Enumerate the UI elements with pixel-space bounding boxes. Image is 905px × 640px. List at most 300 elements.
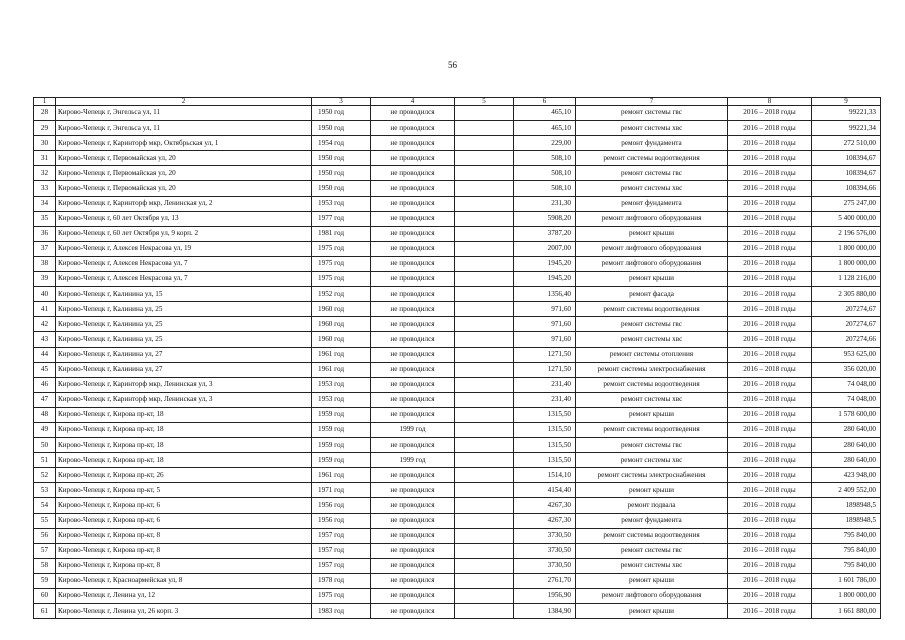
cost-cell: 108394,67 [812, 151, 881, 166]
row-number-cell: 43 [34, 332, 56, 347]
address-cell: Кирово-Чепецк г, Первомайская ул, 20 [56, 181, 312, 196]
build-year-cell: 1981 год [312, 226, 371, 241]
build-year-cell: 1975 год [312, 272, 371, 287]
row-number-cell: 48 [34, 407, 56, 422]
area-cell: 1315,50 [514, 438, 576, 453]
build-year-cell: 1961 год [312, 468, 371, 483]
area-cell: 231,40 [514, 377, 576, 392]
address-cell: Кирово-Чепецк г, Кирова пр-кт, 6 [56, 513, 312, 528]
address-cell: Кирово-Чепецк г, Кирова пр-кт, 5 [56, 483, 312, 498]
empty-cell-cell [455, 392, 514, 407]
column-number-row [34, 98, 881, 106]
cost-cell: 280 640,00 [812, 453, 881, 468]
last-repair-year-cell: 1999 год [371, 422, 455, 437]
address-cell: Кирово-Чепецк г, Калинина ул, 27 [56, 347, 312, 362]
area-cell: 2007,00 [514, 241, 576, 256]
work-type-cell: ремонт системы водоотведения [576, 151, 728, 166]
address-cell: Кирово-Чепецк г, Кирова пр-кт, 6 [56, 498, 312, 513]
build-year-cell: 1961 год [312, 362, 371, 377]
cost-cell: 1 800 000,00 [812, 256, 881, 271]
address-cell: Кирово-Чепецк г, Кирова пр-кт, 8 [56, 558, 312, 573]
row-number-cell: 54 [34, 498, 56, 513]
row-number-cell: 51 [34, 453, 56, 468]
build-year-cell: 1957 год [312, 543, 371, 558]
column-header: 8 [728, 98, 812, 106]
table-row [34, 151, 881, 166]
address-cell: Кирово-Чепецк г, Кирова пр-кт, 8 [56, 543, 312, 558]
period-cell: 2016 – 2018 годы [728, 317, 812, 332]
area-cell: 3730,50 [514, 558, 576, 573]
empty-cell-cell [455, 136, 514, 151]
build-year-cell: 1956 год [312, 498, 371, 513]
address-cell: Кирово-Чепецк г, Кирова пр-кт, 8 [56, 528, 312, 543]
address-cell: Кирово-Чепецк г, Калинина ул, 25 [56, 332, 312, 347]
work-type-cell: ремонт фундамента [576, 136, 728, 151]
build-year-cell: 1960 год [312, 332, 371, 347]
build-year-cell: 1959 год [312, 438, 371, 453]
work-type-cell: ремонт системы гвс [576, 166, 728, 181]
row-number-cell: 44 [34, 347, 56, 362]
row-number-cell: 52 [34, 468, 56, 483]
address-cell: Кирово-Чепецк г, Кирова пр-кт, 18 [56, 453, 312, 468]
last-repair-year-cell: не проводился [371, 483, 455, 498]
period-cell: 2016 – 2018 годы [728, 438, 812, 453]
last-repair-year-cell: не проводился [371, 589, 455, 604]
build-year-cell: 1975 год [312, 241, 371, 256]
table-row [34, 573, 881, 588]
area-cell: 1514,10 [514, 468, 576, 483]
last-repair-year-cell: не проводился [371, 528, 455, 543]
area-cell: 508,10 [514, 151, 576, 166]
work-type-cell: ремонт системы хвс [576, 558, 728, 573]
area-cell: 508,10 [514, 181, 576, 196]
work-type-cell: ремонт лифтового оборудования [576, 241, 728, 256]
cost-cell: 5 400 000,00 [812, 211, 881, 226]
work-type-cell: ремонт крыши [576, 226, 728, 241]
last-repair-year-cell: не проводился [371, 106, 455, 121]
last-repair-year-cell: не проводился [371, 181, 455, 196]
work-type-cell: ремонт крыши [576, 604, 728, 619]
area-cell: 2761,70 [514, 573, 576, 588]
empty-cell-cell [455, 513, 514, 528]
work-type-cell: ремонт системы хвс [576, 332, 728, 347]
period-cell: 2016 – 2018 годы [728, 332, 812, 347]
work-type-cell: ремонт системы отопления [576, 347, 728, 362]
last-repair-year-cell: не проводился [371, 256, 455, 271]
build-year-cell: 1952 год [312, 287, 371, 302]
row-number-cell: 47 [34, 392, 56, 407]
address-cell: Кирово-Чепецк г, Кирова пр-кт, 18 [56, 422, 312, 437]
cost-cell: 207274,66 [812, 332, 881, 347]
build-year-cell: 1959 год [312, 422, 371, 437]
table-row [34, 422, 881, 437]
cost-cell: 953 625,00 [812, 347, 881, 362]
empty-cell-cell [455, 558, 514, 573]
period-cell: 2016 – 2018 годы [728, 453, 812, 468]
build-year-cell: 1950 год [312, 106, 371, 121]
last-repair-year-cell: не проводился [371, 362, 455, 377]
area-cell: 971,60 [514, 332, 576, 347]
address-cell: Кирово-Чепецк г, Кирова пр-кт, 18 [56, 438, 312, 453]
period-cell: 2016 – 2018 годы [728, 573, 812, 588]
cost-cell: 1 800 000,00 [812, 241, 881, 256]
build-year-cell: 1957 год [312, 528, 371, 543]
area-cell: 1384,90 [514, 604, 576, 619]
period-cell: 2016 – 2018 годы [728, 287, 812, 302]
area-cell: 1315,50 [514, 407, 576, 422]
table-row [34, 332, 881, 347]
build-year-cell: 1954 год [312, 136, 371, 151]
address-cell: Кирово-Чепецк г, Кирова пр-кт, 26 [56, 468, 312, 483]
area-cell: 1271,50 [514, 347, 576, 362]
last-repair-year-cell: не проводился [371, 302, 455, 317]
table-row [34, 196, 881, 211]
build-year-cell: 1959 год [312, 407, 371, 422]
empty-cell-cell [455, 211, 514, 226]
area-cell: 1945,20 [514, 272, 576, 287]
last-repair-year-cell: не проводился [371, 241, 455, 256]
table-row [34, 347, 881, 362]
area-cell: 465,10 [514, 106, 576, 121]
empty-cell-cell [455, 287, 514, 302]
area-cell: 3787,20 [514, 226, 576, 241]
build-year-cell: 1961 год [312, 347, 371, 362]
row-number-cell: 35 [34, 211, 56, 226]
period-cell: 2016 – 2018 годы [728, 543, 812, 558]
empty-cell-cell [455, 438, 514, 453]
cost-cell: 1 601 786,00 [812, 573, 881, 588]
period-cell: 2016 – 2018 годы [728, 241, 812, 256]
table-row [34, 407, 881, 422]
empty-cell-cell [455, 573, 514, 588]
address-cell: Кирово-Чепецк г, Первомайская ул, 20 [56, 166, 312, 181]
period-cell: 2016 – 2018 годы [728, 604, 812, 619]
period-cell: 2016 – 2018 годы [728, 392, 812, 407]
row-number-cell: 33 [34, 181, 56, 196]
build-year-cell: 1960 год [312, 317, 371, 332]
table-row [34, 498, 881, 513]
cost-cell: 280 640,00 [812, 422, 881, 437]
period-cell: 2016 – 2018 годы [728, 528, 812, 543]
period-cell: 2016 – 2018 годы [728, 483, 812, 498]
area-cell: 1945,20 [514, 256, 576, 271]
empty-cell-cell [455, 483, 514, 498]
row-number-cell: 37 [34, 241, 56, 256]
period-cell: 2016 – 2018 годы [728, 211, 812, 226]
row-number-cell: 57 [34, 543, 56, 558]
build-year-cell: 1950 год [312, 181, 371, 196]
period-cell: 2016 – 2018 годы [728, 121, 812, 136]
work-type-cell: ремонт фундамента [576, 513, 728, 528]
last-repair-year-cell: не проводился [371, 377, 455, 392]
cost-cell: 356 020,00 [812, 362, 881, 377]
period-cell: 2016 – 2018 годы [728, 226, 812, 241]
empty-cell-cell [455, 528, 514, 543]
area-cell: 1356,40 [514, 287, 576, 302]
table-row [34, 513, 881, 528]
column-header: 7 [576, 98, 728, 106]
row-number-cell: 59 [34, 573, 56, 588]
column-header: 1 [34, 98, 56, 106]
period-cell: 2016 – 2018 годы [728, 151, 812, 166]
address-cell: Кирово-Чепецк г, 60 лет Октября ул, 9 корп. 2 [56, 226, 312, 241]
last-repair-year-cell: не проводился [371, 604, 455, 619]
last-repair-year-cell: не проводился [371, 347, 455, 362]
cost-cell: 108394,66 [812, 181, 881, 196]
build-year-cell: 1953 год [312, 392, 371, 407]
work-type-cell: ремонт системы хвс [576, 121, 728, 136]
table-row [34, 287, 881, 302]
table-row [34, 181, 881, 196]
row-number-cell: 36 [34, 226, 56, 241]
work-type-cell: ремонт системы гвс [576, 317, 728, 332]
work-type-cell: ремонт системы электроснабжения [576, 362, 728, 377]
table-row [34, 317, 881, 332]
work-type-cell: ремонт лифтового оборудования [576, 256, 728, 271]
cost-cell: 795 840,00 [812, 543, 881, 558]
column-header: 3 [312, 98, 371, 106]
address-cell: Кирово-Чепецк г, Энгельса ул, 11 [56, 121, 312, 136]
period-cell: 2016 – 2018 годы [728, 377, 812, 392]
area-cell: 231,30 [514, 196, 576, 211]
table-row [34, 136, 881, 151]
work-type-cell: ремонт системы хвс [576, 453, 728, 468]
column-header: 6 [514, 98, 576, 106]
row-number-cell: 60 [34, 589, 56, 604]
area-cell: 229,00 [514, 136, 576, 151]
row-number-cell: 39 [34, 272, 56, 287]
work-type-cell: ремонт системы хвс [576, 392, 728, 407]
cost-cell: 1 578 600,00 [812, 407, 881, 422]
empty-cell-cell [455, 453, 514, 468]
last-repair-year-cell: не проводился [371, 211, 455, 226]
area-cell: 3730,50 [514, 528, 576, 543]
cost-cell: 2 305 880,00 [812, 287, 881, 302]
build-year-cell: 1957 год [312, 558, 371, 573]
address-cell: Кирово-Чепецк г, Алексея Некрасова ул, 19 [56, 241, 312, 256]
column-header: 9 [812, 98, 881, 106]
period-cell: 2016 – 2018 годы [728, 166, 812, 181]
build-year-cell: 1983 год [312, 604, 371, 619]
row-number-cell: 49 [34, 422, 56, 437]
last-repair-year-cell: не проводился [371, 513, 455, 528]
address-cell: Кирово-Чепецк г, Калинина ул, 15 [56, 287, 312, 302]
cost-cell: 275 247,00 [812, 196, 881, 211]
column-header: 4 [371, 98, 455, 106]
row-number-cell: 28 [34, 106, 56, 121]
cost-cell: 2 196 576,00 [812, 226, 881, 241]
address-cell: Кирово-Чепецк г, 60 лет Октября ул, 13 [56, 211, 312, 226]
period-cell: 2016 – 2018 годы [728, 498, 812, 513]
area-cell: 971,60 [514, 302, 576, 317]
empty-cell-cell [455, 181, 514, 196]
cost-cell: 1 128 216,00 [812, 272, 881, 287]
build-year-cell: 1977 год [312, 211, 371, 226]
address-cell: Кирово-Чепецк г, Алексея Некрасова ул, 7 [56, 256, 312, 271]
empty-cell-cell [455, 332, 514, 347]
work-type-cell: ремонт фасада [576, 287, 728, 302]
last-repair-year-cell: не проводился [371, 287, 455, 302]
address-cell: Кирово-Чепецк г, Каринторф мкр, Октябрьская ул, 1 [56, 136, 312, 151]
work-type-cell: ремонт крыши [576, 272, 728, 287]
period-cell: 2016 – 2018 годы [728, 513, 812, 528]
table-row [34, 558, 881, 573]
last-repair-year-cell: не проводился [371, 317, 455, 332]
table-row [34, 392, 881, 407]
address-cell: Кирово-Чепецк г, Первомайская ул, 20 [56, 151, 312, 166]
row-number-cell: 31 [34, 151, 56, 166]
empty-cell-cell [455, 272, 514, 287]
table-row [34, 272, 881, 287]
cost-cell: 2 409 552,00 [812, 483, 881, 498]
area-cell: 971,60 [514, 317, 576, 332]
last-repair-year-cell: не проводился [371, 558, 455, 573]
cost-cell: 1 661 880,00 [812, 604, 881, 619]
address-cell: Кирово-Чепецк г, Каринторф мкр, Ленинская ул, 3 [56, 377, 312, 392]
cost-cell: 74 048,00 [812, 392, 881, 407]
period-cell: 2016 – 2018 годы [728, 558, 812, 573]
table-row [34, 302, 881, 317]
row-number-cell: 40 [34, 287, 56, 302]
row-number-cell: 41 [34, 302, 56, 317]
empty-cell-cell [455, 241, 514, 256]
table-row [34, 256, 881, 271]
period-cell: 2016 – 2018 годы [728, 106, 812, 121]
build-year-cell: 1956 год [312, 513, 371, 528]
address-cell: Кирово-Чепецк г, Алексея Некрасова ул, 7 [56, 272, 312, 287]
last-repair-year-cell: не проводился [371, 438, 455, 453]
address-cell: Кирово-Чепецк г, Калинина ул, 25 [56, 302, 312, 317]
empty-cell-cell [455, 362, 514, 377]
address-cell: Кирово-Чепецк г, Красноармейская ул, 8 [56, 573, 312, 588]
period-cell: 2016 – 2018 годы [728, 136, 812, 151]
empty-cell-cell [455, 317, 514, 332]
table-row [34, 241, 881, 256]
work-type-cell: ремонт системы хвс [576, 181, 728, 196]
row-number-cell: 53 [34, 483, 56, 498]
last-repair-year-cell: не проводился [371, 573, 455, 588]
empty-cell-cell [455, 166, 514, 181]
build-year-cell: 1950 год [312, 121, 371, 136]
area-cell: 1956,90 [514, 589, 576, 604]
last-repair-year-cell: не проводился [371, 332, 455, 347]
last-repair-year-cell: не проводился [371, 136, 455, 151]
period-cell: 2016 – 2018 годы [728, 362, 812, 377]
row-number-cell: 42 [34, 317, 56, 332]
table-row [34, 604, 881, 619]
address-cell: Кирово-Чепецк г, Ленина ул, 26 корп. 3 [56, 604, 312, 619]
empty-cell-cell [455, 196, 514, 211]
table-row [34, 468, 881, 483]
area-cell: 508,10 [514, 166, 576, 181]
table-row [34, 483, 881, 498]
row-number-cell: 58 [34, 558, 56, 573]
empty-cell-cell [455, 422, 514, 437]
period-cell: 2016 – 2018 годы [728, 302, 812, 317]
area-cell: 4267,30 [514, 498, 576, 513]
cost-cell: 99221,33 [812, 106, 881, 121]
last-repair-year-cell: не проводился [371, 121, 455, 136]
build-year-cell: 1950 год [312, 151, 371, 166]
address-cell: Кирово-Чепецк г, Каринторф мкр, Ленинская ул, 2 [56, 196, 312, 211]
table-row [34, 453, 881, 468]
column-header: 2 [56, 98, 312, 106]
table-row [34, 362, 881, 377]
table-row [34, 106, 881, 121]
table-row [34, 377, 881, 392]
row-number-cell: 29 [34, 121, 56, 136]
address-cell: Кирово-Чепецк г, Калинина ул, 27 [56, 362, 312, 377]
row-number-cell: 56 [34, 528, 56, 543]
period-cell: 2016 – 2018 годы [728, 407, 812, 422]
work-type-cell: ремонт системы водоотведения [576, 377, 728, 392]
row-number-cell: 30 [34, 136, 56, 151]
cost-cell: 795 840,00 [812, 528, 881, 543]
table-row [34, 528, 881, 543]
work-type-cell: ремонт системы гвс [576, 106, 728, 121]
address-cell: Кирово-Чепецк г, Кирова пр-кт, 18 [56, 407, 312, 422]
cost-cell: 108394,67 [812, 166, 881, 181]
table-row [34, 211, 881, 226]
last-repair-year-cell: не проводился [371, 543, 455, 558]
empty-cell-cell [455, 121, 514, 136]
empty-cell-cell [455, 106, 514, 121]
area-cell: 4267,30 [514, 513, 576, 528]
work-type-cell: ремонт системы гвс [576, 543, 728, 558]
period-cell: 2016 – 2018 годы [728, 347, 812, 362]
table-row [34, 589, 881, 604]
work-type-cell: ремонт крыши [576, 573, 728, 588]
last-repair-year-cell: не проводился [371, 151, 455, 166]
empty-cell-cell [455, 377, 514, 392]
page-number: 56 [448, 60, 457, 70]
empty-cell-cell [455, 256, 514, 271]
cost-cell: 1898948,5 [812, 498, 881, 513]
last-repair-year-cell: не проводился [371, 166, 455, 181]
work-type-cell: ремонт системы водоотведения [576, 422, 728, 437]
cost-cell: 423 948,00 [812, 468, 881, 483]
area-cell: 5908,20 [514, 211, 576, 226]
table-row [34, 438, 881, 453]
cost-cell: 272 510,00 [812, 136, 881, 151]
last-repair-year-cell: 1999 год [371, 453, 455, 468]
empty-cell-cell [455, 151, 514, 166]
column-header: 5 [455, 98, 514, 106]
empty-cell-cell [455, 226, 514, 241]
row-number-cell: 50 [34, 438, 56, 453]
empty-cell-cell [455, 604, 514, 619]
empty-cell-cell [455, 347, 514, 362]
build-year-cell: 1959 год [312, 453, 371, 468]
build-year-cell: 1953 год [312, 196, 371, 211]
period-cell: 2016 – 2018 годы [728, 272, 812, 287]
work-type-cell: ремонт системы водоотведения [576, 528, 728, 543]
last-repair-year-cell: не проводился [371, 392, 455, 407]
table-row [34, 543, 881, 558]
period-cell: 2016 – 2018 годы [728, 196, 812, 211]
empty-cell-cell [455, 543, 514, 558]
work-type-cell: ремонт системы электроснабжения [576, 468, 728, 483]
area-cell: 3730,50 [514, 543, 576, 558]
address-cell: Кирово-Чепецк г, Ленина ул, 12 [56, 589, 312, 604]
work-type-cell: ремонт лифтового оборудования [576, 589, 728, 604]
row-number-cell: 38 [34, 256, 56, 271]
empty-cell-cell [455, 589, 514, 604]
work-type-cell: ремонт подвала [576, 498, 728, 513]
cost-cell: 207274,67 [812, 302, 881, 317]
work-type-cell: ремонт крыши [576, 407, 728, 422]
address-cell: Кирово-Чепецк г, Энгельса ул, 11 [56, 106, 312, 121]
